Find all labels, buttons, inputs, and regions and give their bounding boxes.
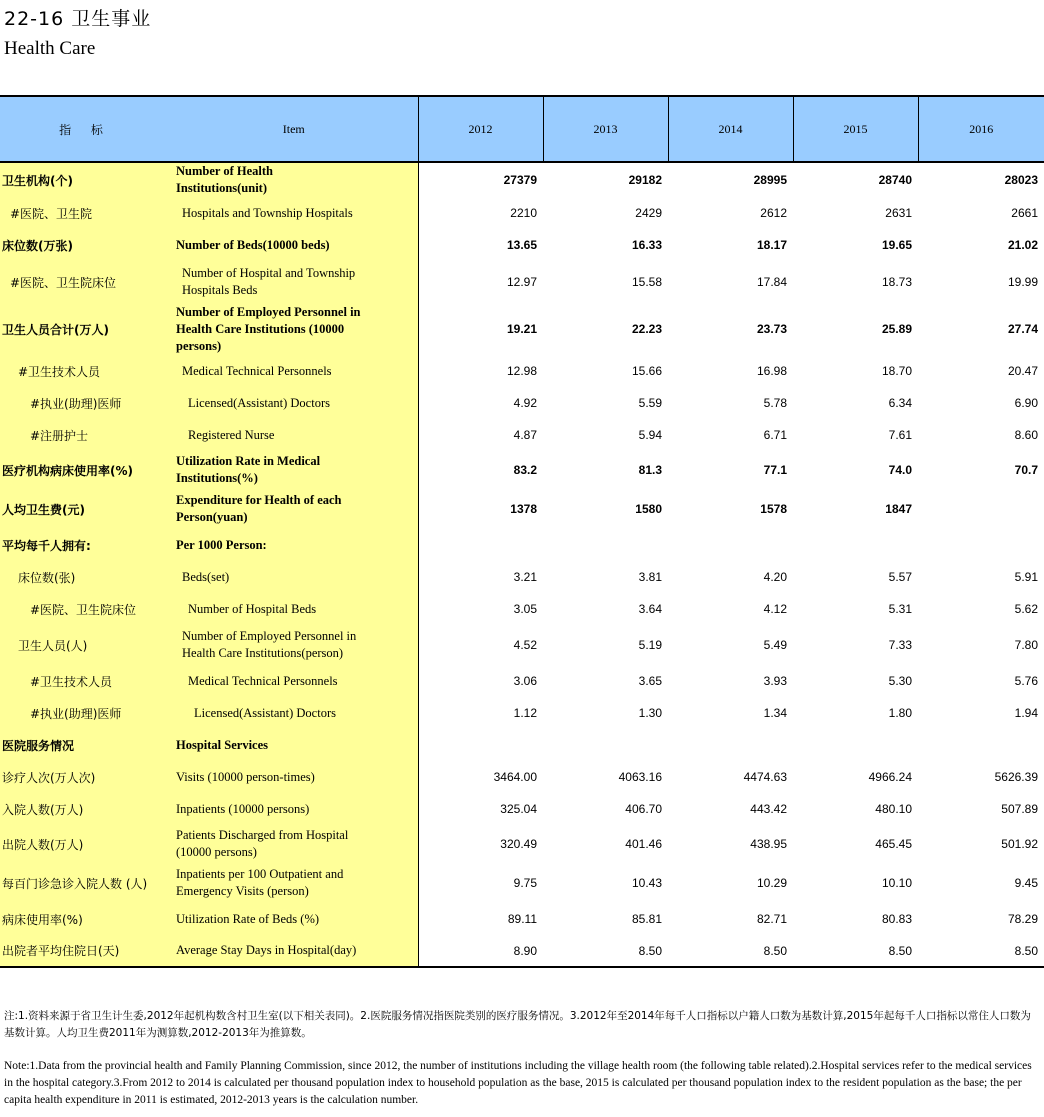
cell-year-2014: 23.73 — [756, 322, 787, 336]
cell-year-2014: 82.71 — [756, 912, 787, 926]
cell-year-2016: 78.29 — [1007, 912, 1038, 926]
cell-year-2016 — [918, 729, 1044, 761]
cell-year-2014: 17.84 — [756, 275, 787, 289]
row-label-cn: #医院、卫生院床位 — [0, 593, 170, 625]
cell-year-2013: 5.59 — [638, 396, 662, 410]
row-label-cn: 入院人数(万人) — [0, 793, 170, 825]
cell-year-2012: 4.92 — [513, 396, 537, 410]
cell-year-2012: 19.21 — [506, 322, 537, 336]
table-row — [0, 593, 1044, 625]
cell-year-2012: 1.12 — [513, 706, 537, 720]
row-label-cn: #执业(助理)医师 — [0, 697, 170, 729]
cell-year-2013: 85.81 — [631, 912, 662, 926]
cell-year-2015: 4966.24 — [868, 770, 912, 784]
row-label-cn: #卫生技术人员 — [0, 355, 170, 387]
cell-year-2015: 5.30 — [888, 674, 912, 688]
row-label-en: Number of Beds(10000 beds) — [170, 229, 418, 261]
row-label-en: Inpatients (10000 persons) — [170, 793, 418, 825]
cell-year-2015: 18.70 — [881, 364, 912, 378]
header-item-en: Item — [170, 96, 418, 162]
table-row — [0, 419, 1044, 451]
table-row — [0, 825, 1044, 863]
row-label-en: Visits (10000 person-times) — [170, 761, 418, 793]
cell-year-2012: 89.11 — [507, 912, 537, 926]
row-label-en: Hospital Services — [170, 729, 418, 761]
page-title-en: Health Care — [4, 38, 96, 59]
cell-year-2012: 3.21 — [513, 570, 537, 584]
cell-year-2012: 3.05 — [513, 602, 537, 616]
cell-year-2013: 4063.16 — [618, 770, 662, 784]
table-row — [0, 793, 1044, 825]
cell-year-2012: 8.90 — [418, 935, 543, 967]
row-label-cn: 卫生人员合计(万人) — [0, 303, 170, 355]
cell-year-2015: 5.31 — [888, 602, 912, 616]
cell-year-2016 — [918, 529, 1044, 561]
cell-year-2014: 1.34 — [763, 706, 787, 720]
cell-year-2016: 8.60 — [1014, 428, 1038, 442]
cell-year-2016: 9.45 — [1014, 876, 1038, 890]
row-label-en: Utilization Rate of Beds (%) — [170, 903, 418, 935]
table-row — [0, 162, 1044, 197]
row-label-en: Inpatients per 100 Outpatient and Emergency Visits (person) — [170, 863, 418, 903]
row-label-en: Beds(set) — [170, 561, 418, 593]
row-label-cn: 医疗机构病床使用率(%) — [0, 451, 170, 489]
cell-year-2012: 9.75 — [513, 876, 537, 890]
cell-year-2014: 1578 — [760, 502, 787, 516]
header-year-2015: 2015 — [793, 96, 918, 162]
cell-year-2016: 5.62 — [1014, 602, 1038, 616]
table-row — [0, 387, 1044, 419]
row-label-en: Hospitals and Township Hospitals — [170, 197, 418, 229]
cell-year-2012: 320.49 — [500, 837, 537, 851]
table-row — [0, 303, 1044, 355]
cell-year-2015: 25.89 — [881, 322, 912, 336]
cell-year-2013: 1580 — [635, 502, 662, 516]
header-year-2013: 2013 — [543, 96, 668, 162]
row-label-en: Medical Technical Personnels — [170, 665, 418, 697]
table-row — [0, 197, 1044, 229]
row-label-cn: 每百门诊急诊入院人数 (人) — [0, 863, 170, 903]
header-year-2012: 2012 — [418, 96, 543, 162]
cell-year-2016: 5.76 — [1014, 674, 1038, 688]
cell-year-2016: 2661 — [1011, 206, 1038, 220]
cell-year-2014: 5.78 — [763, 396, 787, 410]
table-header-row — [0, 96, 1044, 162]
cell-year-2014: 5.49 — [763, 638, 787, 652]
table-row — [0, 561, 1044, 593]
row-label-en: Per 1000 Person: — [170, 529, 418, 561]
cell-year-2015: 7.61 — [888, 428, 912, 442]
cell-year-2012: 27379 — [503, 173, 537, 187]
table-row — [0, 489, 1044, 529]
row-label-en: Number of Employed Personnel in Health Care Institutions(person) — [170, 625, 418, 665]
row-label-en: Number of Hospital Beds — [170, 593, 418, 625]
cell-year-2013: 401.46 — [625, 837, 662, 851]
cell-year-2016: 21.02 — [1007, 238, 1038, 252]
header-indicator-cn: 指 标 — [0, 96, 170, 162]
cell-year-2012 — [418, 729, 543, 761]
table-row — [0, 529, 1044, 561]
cell-year-2014: 438.95 — [750, 837, 787, 851]
table-row — [0, 863, 1044, 903]
cell-year-2013: 406.70 — [625, 802, 662, 816]
footnote-en: Note:1.Data from the provincial health and Family Planning Commission, since 2012, the number of institutions including the village health room (the following table related).2.Hospital services refer to the medical services in the hospital category.3.From 2012 to 2014 is calculated per thousand population index to household population as the base, 2015 is calculated per thousand population index to the resident population as the base; the per capita health expenditure in 2011 is estimated, 2012-2013 years is the calculation number. — [4, 1060, 1032, 1106]
cell-year-2014: 10.29 — [756, 876, 787, 890]
cell-year-2015: 19.65 — [881, 238, 912, 252]
row-label-cn: 出院人数(万人) — [0, 825, 170, 863]
cell-year-2014: 443.42 — [750, 802, 787, 816]
cell-year-2014: 3.93 — [763, 674, 787, 688]
cell-year-2015: 1847 — [885, 502, 912, 516]
cell-year-2012: 3464.00 — [493, 770, 537, 784]
cell-year-2014: 16.98 — [756, 364, 787, 378]
cell-year-2013: 5.94 — [638, 428, 662, 442]
row-label-en: Number of Health Institutions(unit) — [170, 162, 418, 197]
cell-year-2016: 19.99 — [1007, 275, 1038, 289]
cell-year-2016: 6.90 — [1014, 396, 1038, 410]
table-row — [0, 451, 1044, 489]
cell-year-2012: 12.98 — [506, 364, 537, 378]
row-label-en: Utilization Rate in Medical Institutions(%) — [170, 451, 418, 489]
table-row — [0, 729, 1044, 761]
cell-year-2015: 2631 — [885, 206, 912, 220]
cell-year-2012: 3.06 — [513, 674, 537, 688]
health-care-table — [0, 95, 1044, 968]
cell-year-2015: 18.73 — [881, 275, 912, 289]
cell-year-2014: 2612 — [760, 206, 787, 220]
cell-year-2015: 80.83 — [881, 912, 912, 926]
row-label-cn: #注册护士 — [0, 419, 170, 451]
cell-year-2015: 28740 — [878, 173, 912, 187]
cell-year-2015: 480.10 — [875, 802, 912, 816]
row-label-cn: 医院服务情况 — [0, 729, 170, 761]
row-label-en: Number of Employed Personnel in Health Care Institutions (10000 persons) — [170, 303, 418, 355]
table-row — [0, 697, 1044, 729]
row-label-cn: #医院、卫生院 — [0, 197, 170, 229]
cell-year-2013: 2429 — [635, 206, 662, 220]
cell-year-2012: 83.2 — [513, 463, 537, 477]
cell-year-2016: 5.91 — [1014, 570, 1038, 584]
table-row — [0, 229, 1044, 261]
cell-year-2015: 1.80 — [888, 706, 912, 720]
cell-year-2013: 81.3 — [638, 463, 662, 477]
cell-year-2016: 5626.39 — [994, 770, 1038, 784]
row-label-en: Licensed(Assistant) Doctors — [170, 697, 418, 729]
table-row — [0, 761, 1044, 793]
cell-year-2015: 8.50 — [793, 935, 918, 967]
cell-year-2016: 501.92 — [1001, 837, 1038, 851]
table-row — [0, 355, 1044, 387]
cell-year-2014: 28995 — [753, 173, 787, 187]
row-label-cn: 床位数(万张) — [0, 229, 170, 261]
cell-year-2012: 1378 — [510, 502, 537, 516]
cell-year-2015 — [793, 529, 918, 561]
row-label-en: Expenditure for Health of each Person(yuan) — [170, 489, 418, 529]
cell-year-2013: 3.65 — [638, 674, 662, 688]
cell-year-2014: 77.1 — [763, 463, 787, 477]
cell-year-2016: 1.94 — [1014, 706, 1038, 720]
page-title-cn: 22-16 卫生事业 — [4, 8, 152, 30]
cell-year-2016: 8.50 — [918, 935, 1044, 967]
cell-year-2016: 507.89 — [1001, 802, 1038, 816]
cell-year-2012: 325.04 — [500, 802, 537, 816]
cell-year-2016: 7.80 — [1014, 638, 1038, 652]
cell-year-2015: 6.34 — [888, 396, 912, 410]
row-label-en: Patients Discharged from Hospital (10000 persons) — [170, 825, 418, 863]
cell-year-2013: 8.50 — [543, 935, 668, 967]
row-label-en: Medical Technical Personnels — [170, 355, 418, 387]
cell-year-2013: 10.43 — [631, 876, 662, 890]
cell-year-2012: 2210 — [510, 206, 537, 220]
cell-year-2013: 3.64 — [638, 602, 662, 616]
row-label-cn: 卫生人员(人) — [0, 625, 170, 665]
cell-year-2012 — [418, 529, 543, 561]
cell-year-2014: 8.50 — [668, 935, 793, 967]
row-label-cn: #医院、卫生院床位 — [0, 261, 170, 303]
row-label-cn: 平均每千人拥有: — [0, 529, 170, 561]
row-label-en: Number of Hospital and Township Hospitals Beds — [170, 261, 418, 303]
cell-year-2013: 16.33 — [631, 238, 662, 252]
row-label-cn: 人均卫生费(元) — [0, 489, 170, 529]
row-label-cn: #卫生技术人员 — [0, 665, 170, 697]
cell-year-2012: 13.65 — [506, 238, 537, 252]
row-label-cn: 床位数(张) — [0, 561, 170, 593]
cell-year-2012: 4.87 — [513, 428, 537, 442]
table-row — [0, 665, 1044, 697]
table-row — [0, 625, 1044, 665]
cell-year-2016 — [918, 489, 1044, 529]
row-label-cn: 卫生机构(个) — [0, 162, 170, 197]
table-row — [0, 261, 1044, 303]
cell-year-2016: 70.7 — [1014, 463, 1038, 477]
row-label-en: Licensed(Assistant) Doctors — [170, 387, 418, 419]
row-label-cn: 诊疗人次(万人次) — [0, 761, 170, 793]
cell-year-2013: 1.30 — [638, 706, 662, 720]
header-year-2014: 2014 — [668, 96, 793, 162]
cell-year-2013: 15.58 — [631, 275, 662, 289]
cell-year-2016: 28023 — [1004, 173, 1038, 187]
cell-year-2016: 20.47 — [1007, 364, 1038, 378]
cell-year-2015: 5.57 — [888, 570, 912, 584]
cell-year-2013: 29182 — [628, 173, 662, 187]
cell-year-2014: 6.71 — [763, 428, 787, 442]
cell-year-2014 — [668, 529, 793, 561]
row-label-cn: 病床使用率(%) — [0, 903, 170, 935]
row-label-en: Registered Nurse — [170, 419, 418, 451]
cell-year-2015 — [793, 729, 918, 761]
cell-year-2014: 18.17 — [756, 238, 787, 252]
header-year-2016: 2016 — [918, 96, 1044, 162]
cell-year-2013: 15.66 — [631, 364, 662, 378]
cell-year-2013: 5.19 — [638, 638, 662, 652]
row-label-cn: 出院者平均住院日(天) — [0, 935, 170, 967]
cell-year-2013 — [543, 529, 668, 561]
cell-year-2016: 27.74 — [1007, 322, 1038, 336]
cell-year-2013: 22.23 — [631, 322, 662, 336]
row-label-en: Average Stay Days in Hospital(day) — [170, 935, 418, 967]
cell-year-2015: 7.33 — [888, 638, 912, 652]
footnote-cn: 注:1.资料来源于省卫生计生委,2012年起机构数含村卫生室(以下相关表同)。2.医院服务情况指医院类别的医疗服务情况。3.2012年至2014年每千人口指标以户籍人口数为基数计算,2015年起每千人口指标以常住人口数为基数计算。人均卫生费2011年为测算数,2012-2013年为推算数。 — [4, 1010, 1031, 1039]
cell-year-2015: 74.0 — [888, 463, 912, 477]
table-row — [0, 935, 1044, 967]
cell-year-2013: 3.81 — [638, 570, 662, 584]
cell-year-2012: 12.97 — [506, 275, 537, 289]
cell-year-2014: 4.20 — [763, 570, 787, 584]
row-label-cn: #执业(助理)医师 — [0, 387, 170, 419]
cell-year-2012: 4.52 — [513, 638, 537, 652]
cell-year-2014 — [668, 729, 793, 761]
cell-year-2014: 4.12 — [763, 602, 787, 616]
table-row — [0, 903, 1044, 935]
cell-year-2014: 4474.63 — [743, 770, 787, 784]
cell-year-2013 — [543, 729, 668, 761]
cell-year-2015: 10.10 — [881, 876, 912, 890]
cell-year-2015: 465.45 — [875, 837, 912, 851]
